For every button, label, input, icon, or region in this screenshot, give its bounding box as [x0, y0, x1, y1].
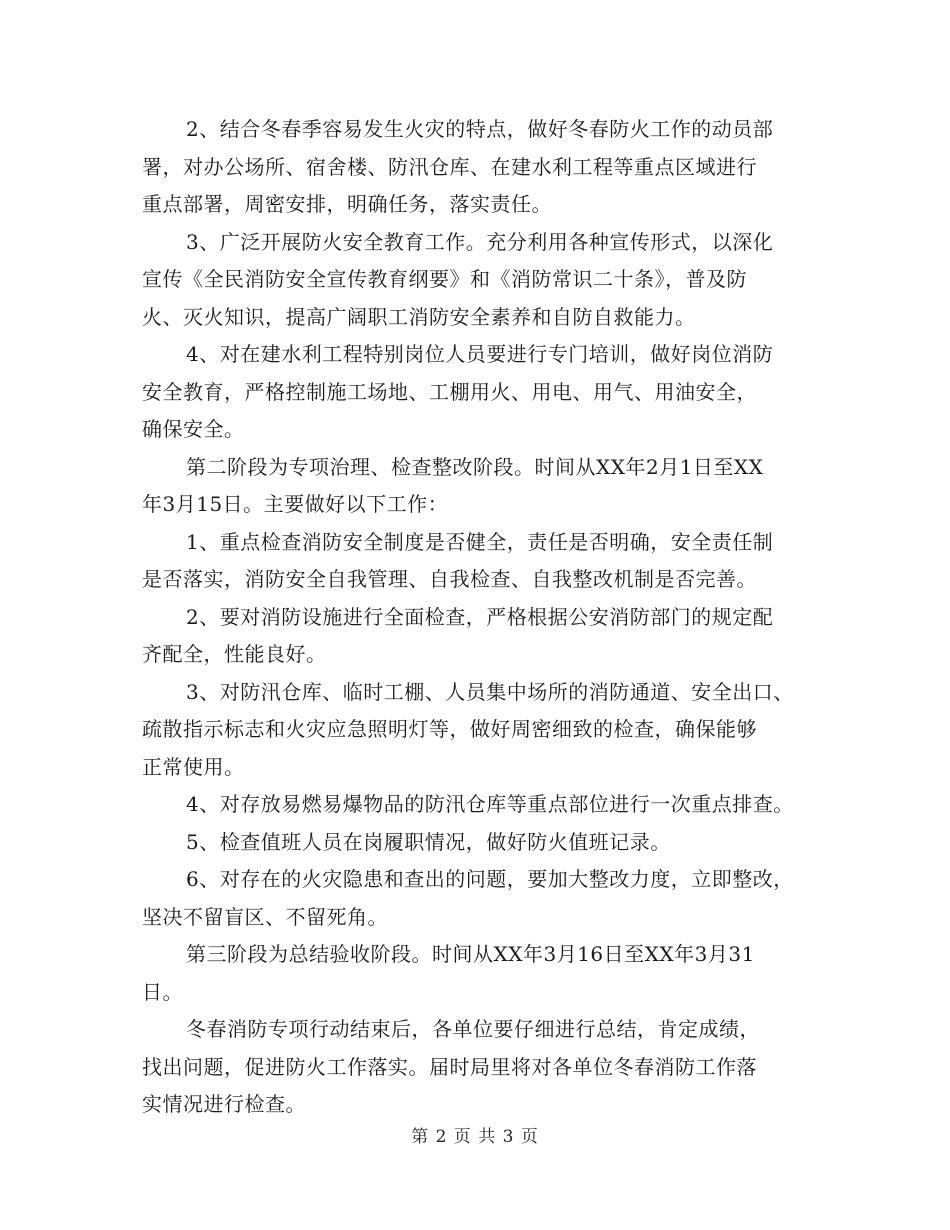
document-body	[142, 111, 822, 1124]
paragraph-first-line: 第二阶段为专项治理、检查整改阶段。时间从XX年2月1日至XX	[186, 454, 764, 479]
paragraph-first-line: 第三阶段为总结验收阶段。时间从XX年3月16日至XX年3月31	[186, 942, 755, 966]
paragraph-line: 实情况进行检查。	[142, 1092, 306, 1116]
paragraph-line: 年3月15日。主要做好以下工作：	[142, 492, 449, 516]
paragraph-first-line: 冬春消防专项行动结束后，各单位要仔细进行总结，肯定成绩，	[186, 1017, 760, 1041]
paragraph-line: 找出问题，促进防火工作落实。届时局里将对各单位冬春消防工作落	[142, 1054, 757, 1079]
paragraph-line: 安全教育，严格控制施工场地、工棚用火、用电、用气、用油安全，	[142, 379, 757, 404]
paragraph-line: 正常使用。	[142, 754, 245, 779]
paragraph-first-line: 6、对存在的火灾隐患和查出的问题，要加大整改力度，立即整改，	[186, 867, 794, 891]
paragraph-first-line: 4、对存放易燃易爆物品的防汛仓库等重点部位进行一次重点排查。	[186, 792, 794, 816]
paragraph-line: 疏散指示标志和火灾应急照明灯等，做好周密细致的检查，确保能够	[142, 717, 757, 741]
paragraph-first-line: 2、结合冬春季容易发生火灾的特点，做好冬春防火工作的动员部	[186, 117, 774, 141]
paragraph-line: 署，对办公场所、宿舍楼、防汛仓库、在建水利工程等重点区域进行	[142, 154, 757, 179]
paragraph-first-line: 3、对防汛仓库、临时工棚、人员集中场所的消防通道、安全出口、	[186, 679, 794, 704]
paragraph-first-line: 1、重点检查消防安全制度是否健全，责任是否明确，安全责任制	[186, 529, 774, 554]
paragraph-line: 重点部署，周密安排，明确任务，落实责任。	[142, 192, 552, 216]
paragraph-line: 火、灭火知识，提高广阔职工消防安全素养和自防自救能力。	[142, 304, 696, 329]
paragraph-first-line: 4、对在建水利工程特别岗位人员要进行专门培训，做好岗位消防	[186, 342, 774, 366]
paragraph-line: 日。	[142, 979, 183, 1004]
paragraph-line: 宣传《全民消防安全宣传教育纲要》和《消防常识二十条》，普及防	[142, 267, 747, 291]
paragraph-line: 齐配全，性能良好。	[142, 642, 327, 666]
paragraph-line: 是否落实，消防安全自我管理、自我检查、自我整改机制是否完善。	[142, 567, 757, 591]
paragraph-line: 坚决不留盲区、不留死角。	[142, 904, 388, 929]
page-number-footer: 第 2 页 共 3 页	[411, 1127, 539, 1147]
paragraph-line: 确保安全。	[142, 417, 245, 441]
paragraph-first-line: 5、检查值班人员在岗履职情况，做好防火值班记录。	[186, 829, 671, 854]
paragraph-first-line: 3、广泛开展防火安全教育工作。充分利用各种宣传形式，以深化	[186, 229, 774, 254]
paragraph-first-line: 2、要对消防设施进行全面检查，严格根据公安消防部门的规定配	[186, 604, 774, 629]
